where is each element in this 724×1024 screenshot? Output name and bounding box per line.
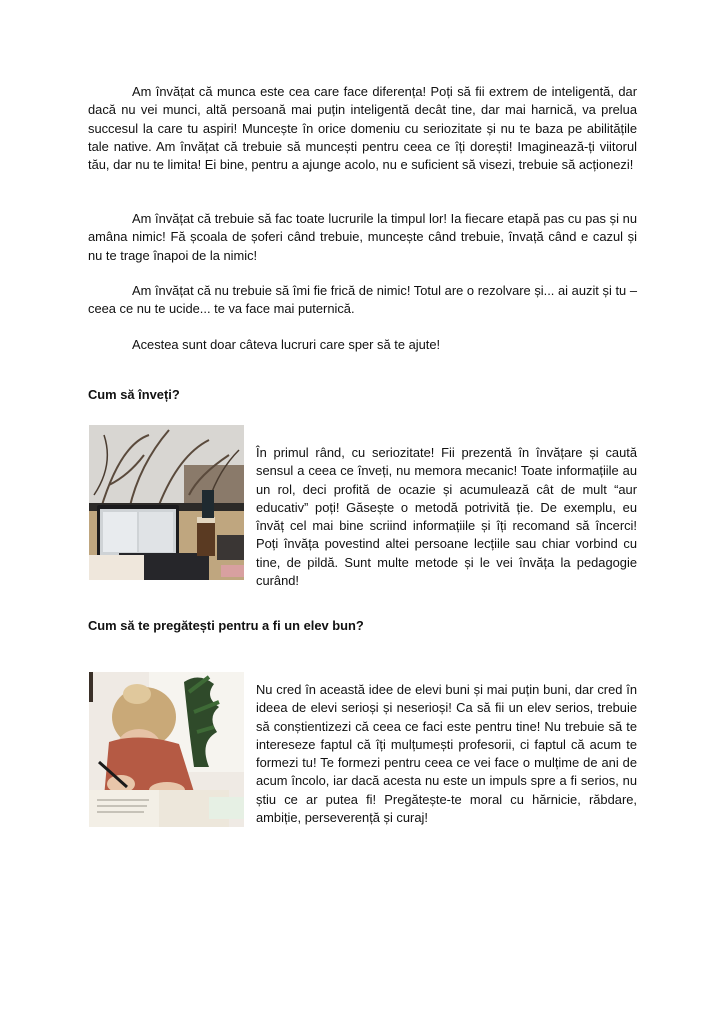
- paragraph-closing: Acestea sunt doar câteva lucruri care sper să te ajute!: [132, 337, 441, 352]
- laptop-desk-photo: [89, 425, 244, 580]
- section-text-good-student: Nu cred în această idee de elevi buni și mai puțin buni, dar cred în ideea de elevi serioși și neserioși! Ca să fii un elev serios, trebuie să conștientizezi că ceea ce faci este pentru tine! Nu trebuie să te intereseze faptul că îți mulțumești profesorii, ci faptul că acum te formezi tu! Te formezi pentru ceea ce vei face o mulțime de ani de acum încolo, iar dacă acesta nu este un impuls spre a fi serios, nu știu ce ar putea fi! Pregătește-te moral cu hărnicie, răbdare, ambiție, perseverență și curaj!: [256, 682, 637, 826]
- student-writing-photo: [89, 672, 244, 827]
- paragraph-fear: Am învățat că nu trebuie să îmi fie frică de nimic! Totul are o rezolvare și... ai auzit și tu – ceea ce nu te ucide... te va face mai puternică.: [88, 283, 637, 317]
- section-heading-learn: Cum să înveți?: [88, 387, 180, 402]
- paragraph-work: Am învățat că munca este cea care face diferența! Poți să fii extrem de inteligentă, dar dacă nu vei munci, altă persoană mai puțin inteligentă decât tine, dar mai harnică, va prelua succesul la care tu aspiri! Muncește în orice domeniu cu seriozitate și nu te baza pe abilitățile tale native. Am învățat că trebuie să muncești pentru ceea ce îți dorești! Imaginează-ți viitorul tău, dar nu te limita! Ei bine, pentru a ajunge acolo, nu e suficient să visezi, trebuie să acționezi!: [88, 84, 637, 173]
- section-heading-good-student: Cum să te pregătești pentru a fi un elev bun?: [88, 618, 364, 633]
- paragraph-timing: Am învățat că trebuie să fac toate lucrurile la timpul lor! Ia fiecare etapă pas cu pas și nu amâna nimic! Fă școala de șoferi când trebuie, muncește când trebuie, învață când e cazul și nu te trage înapoi de la nimic!: [88, 211, 637, 263]
- section-text-learn: În primul rând, cu seriozitate! Fii prezentă în învățare și caută sensul a ceea ce înveți, nu memora mecanic! Toate informațiile au un rol, deci profită de ocazie și acumulează cât de mult “aur educativ” poți! Găsește o metodă potrivită ție. De exemplu, eu învăț cel mai bine scriind informațiile și îți recomand să încerci! Poți învăța povestind altei persoane lecțiile sau chiar vorbind cu tine, de pildă. Sunt multe metode și le vei învăța la pedagogie curând!: [256, 445, 637, 589]
